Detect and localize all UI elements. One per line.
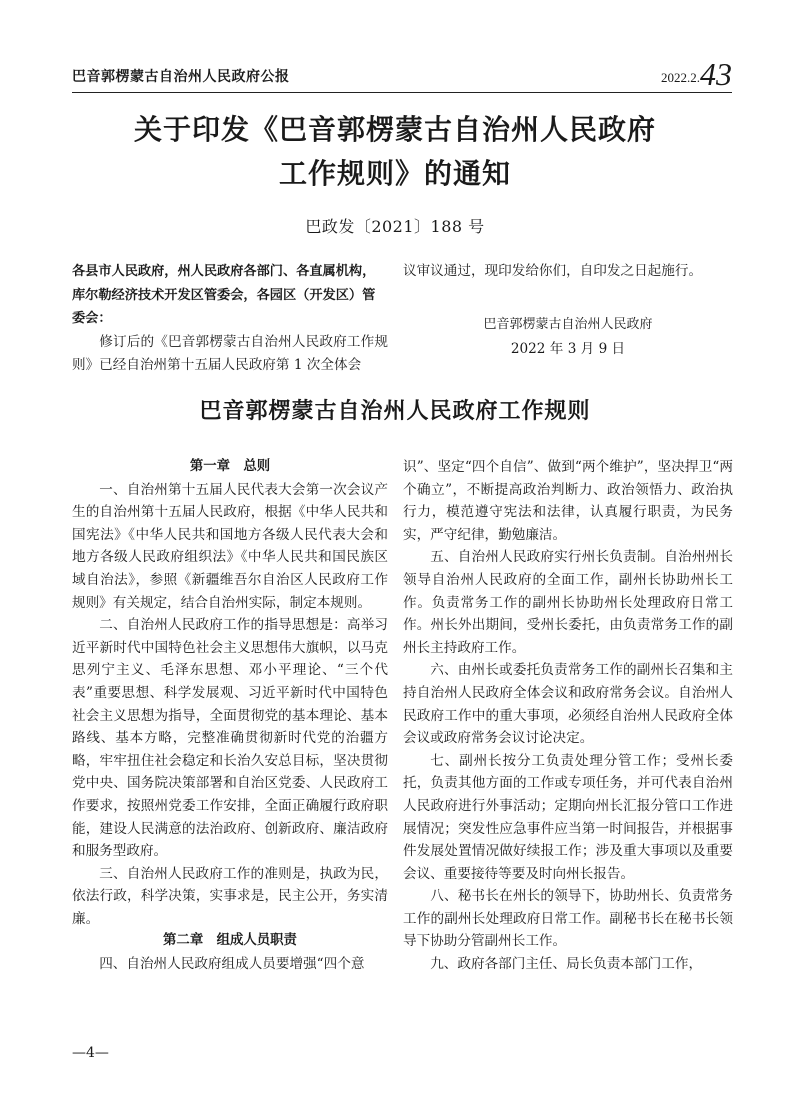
notice-paragraph-continued: 议审议通过，现印发给你们，自印发之日起施行。 bbox=[403, 263, 703, 279]
notice-body-left bbox=[72, 331, 388, 376]
folio: —4— bbox=[72, 1045, 109, 1061]
rules-title: 巴音郭楞蒙古自治州人民政府工作规则 bbox=[199, 398, 591, 424]
rule-paragraph-3: 三、自治州人民政府工作的准则是，执政为民，依法行政，科学决策，实事求是，民主公开，务实清廉。 bbox=[72, 865, 388, 927]
notice-title-line2: 工作规则》的通知 bbox=[278, 157, 511, 190]
rule-paragraph-2: 二、自治州人民政府工作的指导思想是：高举习近平新时代中国特色社会主义思想伟大旗帜，以马克思列宁主义、毛泽东思想、邓小平理论、“三个代表”重要思想、科学发展观、习近平新时代中国特色社会主义思想为指导，全面贯彻党的基本理论、基本路线、基本方略，完整准确贯彻新时代党的治疆方略，牢牢扭住社会稳定和长治久安总目标，坚决贯彻党中央、国务院决策部署和自治区党委、人民政府工作要求，按照州党委工作安排，全面正确履行政府职能，建设人民满意的法治政府、创新政府、廉洁政府和服务型政府。 bbox=[72, 617, 388, 860]
notice-paragraph: 修订后的《巴音郭楞蒙古自治州人民政府工作规则》已经自治州第十五届人民政府第 1 次全体会 bbox=[72, 334, 388, 373]
rules-column-left bbox=[72, 456, 388, 976]
signature-organization: 巴音郭楞蒙古自治州人民政府 bbox=[483, 317, 653, 332]
publication-name: 巴音郭楞蒙古自治州人民政府公报 bbox=[72, 69, 290, 85]
document-number: 巴政发〔2021〕188 号 bbox=[305, 217, 485, 236]
issue-date: 2022.2. bbox=[661, 70, 700, 85]
rule-paragraph-1: 一、自治州第十五届人民代表大会第一次会议产生的自治州第十五届人民政府，根据《中华人民共和国宪法》《中华人民共和国地方各级人民代表大会和地方各级人民政府组织法》《中华人民共和国民族区域自治法》，参照《新疆维吾尔自治区人民政府工作规则》有关规定，结合自治州实际，制定本规则。 bbox=[72, 481, 388, 611]
notice-addressee: 各县市人民政府，州人民政府各部门、各直属机构，库尔勒经济技术开发区管委会，各园区（开发区）管委会： bbox=[72, 264, 376, 327]
page-number: 43 bbox=[700, 56, 732, 92]
rule-paragraph-7: 七、副州长按分工负责处理分管工作；受州长委托，负责其他方面的工作或专项任务，并可代表自治州人民政府进行外事活动；定期向州长汇报分管口工作进展情况；突发性应急事件应当第一时间报告，并根据事件发展处置情况做好续报工作；涉及重大事项以及重要会议、重要接待等要及时向州长报告。 bbox=[403, 752, 733, 882]
notice-body-right bbox=[403, 260, 733, 283]
notice-title-line1: 关于印发《巴音郭楞蒙古自治州人民政府 bbox=[133, 113, 656, 146]
chapter-heading: 第一章 总则 bbox=[189, 459, 271, 474]
running-header bbox=[72, 58, 732, 93]
rules-column-right bbox=[403, 456, 733, 976]
rule-paragraph-6: 六、由州长或委托负责常务工作的副州长召集和主持自治州人民政府全体会议和政府常务会议。自治州人民政府工作中的重大事项，必须经自治州人民政府全体会议或政府常务会议讨论决定。 bbox=[403, 662, 733, 747]
chapter-heading: 第二章 组成人员职责 bbox=[163, 933, 297, 949]
rule-paragraph-9: 九、政府各部门主任、局长负责本部门工作， bbox=[430, 956, 703, 973]
rule-paragraph-4: 四、自治州人民政府组成人员要增强“四个意 bbox=[99, 956, 365, 973]
rule-paragraph-5: 五、自治州人民政府实行州长负责制。自治州州长领导自治州人民政府的全面工作，副州长协助州长工作。负责常务工作的副州长协助州长处理政府日常工作。州长外出期间，受州长委托，由负责常务工作的副州长主持政府工作。 bbox=[403, 549, 733, 656]
rule-paragraph-8: 八、秘书长在州长的领导下，协助州长、负责常务工作的副州长处理政府日常工作。副秘书长在秘书长领导下协助分管副州长工作。 bbox=[403, 888, 733, 950]
signature-date: 2022 年 3 月 9 日 bbox=[510, 341, 626, 357]
rule-paragraph-4-continued: 识”、坚定“四个自信”、做到“两个维护”，坚决捍卫“两个确立”，不断提高政治判断力、政治领悟力、政治执行力，模范遵守宪法和法律，认真履行职责，为民务实，严守纪律，勤勉廉洁。 bbox=[403, 459, 733, 543]
